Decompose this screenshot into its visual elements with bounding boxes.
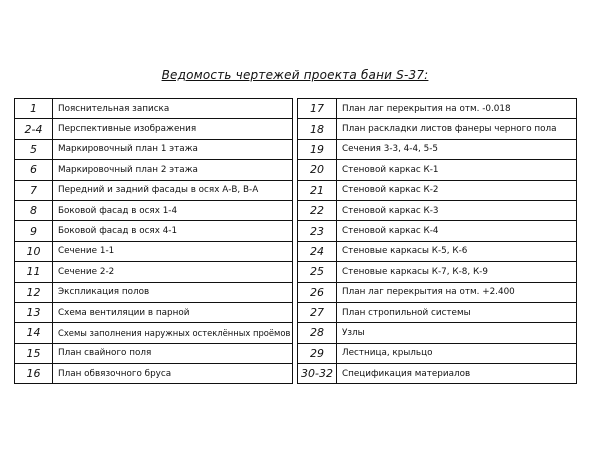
table-row [298, 262, 577, 282]
table-row [15, 323, 293, 343]
table-row [15, 302, 293, 322]
sheet-title: Боковой фасад в осях 1-4 [53, 200, 293, 220]
sheet-number: 22 [298, 200, 337, 220]
sheet-number: 18 [298, 119, 337, 139]
sheet-number: 10 [15, 241, 53, 261]
sheet-title: План свайного поля [53, 343, 293, 363]
sheet-title: Стеновой каркас К-4 [337, 221, 577, 241]
sheet-title: Сечение 1-1 [53, 241, 293, 261]
table-row [15, 364, 293, 384]
sheet-number: 29 [298, 343, 337, 363]
table-row [298, 160, 577, 180]
sheet-number: 17 [298, 99, 337, 119]
sheet-number: 2-4 [15, 119, 53, 139]
table-row [15, 282, 293, 302]
sheet-number: 21 [298, 180, 337, 200]
sheet-number: 13 [15, 302, 53, 322]
sheet-title: План лаг перекрытия на отм. +2.400 [337, 282, 577, 302]
sheet-title: Перспективные изображения [53, 119, 293, 139]
table-row [298, 302, 577, 322]
drawings-table-left [14, 98, 293, 384]
sheet-title: Пояснительная записка [53, 99, 293, 119]
table-row [298, 139, 577, 159]
table-row [15, 99, 293, 119]
table-row [298, 180, 577, 200]
table-row [298, 241, 577, 261]
sheet-number: 26 [298, 282, 337, 302]
sheet-title: Стеновой каркас К-2 [337, 180, 577, 200]
sheet-number: 20 [298, 160, 337, 180]
sheet-title: Стеновые каркасы К-5, К-6 [337, 241, 577, 261]
page-title: Ведомость чертежей проекта бани S-37: [161, 68, 429, 82]
sheet-title: План лаг перекрытия на отм. -0.018 [337, 99, 577, 119]
sheet-title: Схемы заполнения наружных остеклённых проёмов [53, 323, 293, 343]
table-row [15, 221, 293, 241]
sheet-number: 27 [298, 302, 337, 322]
sheet-title: План обвязочного бруса [53, 364, 293, 384]
table-row [15, 200, 293, 220]
table-row [298, 200, 577, 220]
table-row [298, 221, 577, 241]
table-row [298, 323, 577, 343]
sheet-number: 23 [298, 221, 337, 241]
table-row [15, 180, 293, 200]
sheet-title: Стеновой каркас К-3 [337, 200, 577, 220]
table-row [298, 119, 577, 139]
sheet-title: Сечение 2-2 [53, 262, 293, 282]
drawings-table-right [297, 98, 577, 384]
sheet-number: 19 [298, 139, 337, 159]
sheet-number: 1 [15, 99, 53, 119]
table-row [15, 262, 293, 282]
table-row [298, 99, 577, 119]
sheet-title: Передний и задний фасады в осях А-В, В-А [53, 180, 293, 200]
sheet-number: 7 [15, 180, 53, 200]
sheet-number: 16 [15, 364, 53, 384]
table-row [15, 343, 293, 363]
sheet-number: 8 [15, 200, 53, 220]
sheet-number: 30-32 [298, 364, 337, 384]
sheet-title: Стеновой каркас К-1 [337, 160, 577, 180]
sheet-title: Лестница, крыльцо [337, 343, 577, 363]
sheet-title: Схема вентиляции в парной [53, 302, 293, 322]
sheet-number: 24 [298, 241, 337, 261]
table-row [15, 119, 293, 139]
sheet-title: План раскладки листов фанеры черного пола [337, 119, 577, 139]
table-row [298, 364, 577, 384]
sheet-title: Сечения 3-3, 4-4, 5-5 [337, 139, 577, 159]
sheet-number: 25 [298, 262, 337, 282]
sheet-title: Боковой фасад в осях 4-1 [53, 221, 293, 241]
sheet-title: Экспликация полов [53, 282, 293, 302]
sheet-number: 11 [15, 262, 53, 282]
sheet-number: 14 [15, 323, 53, 343]
sheet-number: 15 [15, 343, 53, 363]
sheet-title: Маркировочный план 2 этажа [53, 160, 293, 180]
table-row [15, 160, 293, 180]
sheet-number: 5 [15, 139, 53, 159]
sheet-title: Узлы [337, 323, 577, 343]
sheet-number: 6 [15, 160, 53, 180]
table-row [298, 343, 577, 363]
table-row [298, 282, 577, 302]
table-row [15, 139, 293, 159]
sheet-title: Стеновые каркасы К-7, К-8, К-9 [337, 262, 577, 282]
sheet-title: Спецификация материалов [337, 364, 577, 384]
sheet-title: Маркировочный план 1 этажа [53, 139, 293, 159]
sheet-number: 28 [298, 323, 337, 343]
sheet-title: План стропильной системы [337, 302, 577, 322]
sheet-number: 9 [15, 221, 53, 241]
sheet-number: 12 [15, 282, 53, 302]
table-row [15, 241, 293, 261]
